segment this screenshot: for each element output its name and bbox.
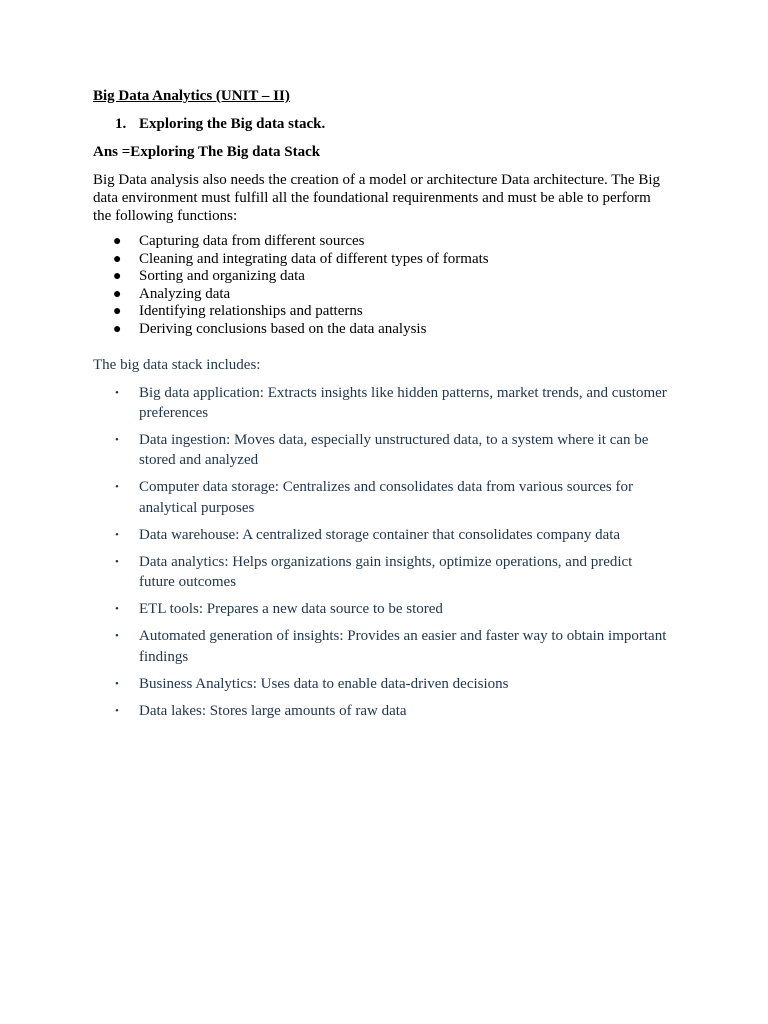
- functions-list: [93, 233, 683, 339]
- list-item: [93, 233, 683, 251]
- list-item: [93, 477, 669, 518]
- list-item: [93, 525, 669, 545]
- bullet-icon: •: [115, 386, 119, 399]
- question-number: 1.: [115, 116, 127, 132]
- list-item-text: Capturing data from different sources: [139, 233, 365, 249]
- list-item-text: Automated generation of insights: Provides an easier and faster way to obtain important findings: [139, 628, 667, 665]
- list-item-text: Big data application: Extracts insights like hidden patterns, market trends, and customer preferences: [139, 384, 667, 421]
- intro-paragraph: Big Data analysis also needs the creation of a model or architecture Data architecture. The Big data environment must fulfill all the foundational requirenments and must be able to perform the following functions:: [93, 172, 660, 224]
- answer-heading: Ans =Exploring The Big data Stack: [93, 144, 321, 160]
- bullet-icon: •: [115, 704, 119, 717]
- list-item-text: Data ingestion: Moves data, especially unstructured data, to a system where it can be stored and analyzed: [139, 431, 649, 469]
- list-item-text: Data lakes: Stores large amounts of raw data: [139, 702, 407, 719]
- stack-intro: The big data stack includes:: [93, 356, 261, 373]
- bullet-icon: •: [115, 555, 119, 568]
- list-item-text: ETL tools: Prepares a new data source to be stored: [139, 601, 443, 618]
- list-item-text: Cleaning and integrating data of different types of formats: [139, 250, 489, 267]
- bullet-icon: ●: [113, 286, 122, 302]
- list-item-text: Analyzing data: [139, 285, 231, 302]
- list-item: [93, 599, 669, 619]
- question-heading: [93, 114, 683, 134]
- list-item-text: Sorting and organizing data: [139, 268, 305, 285]
- question-number-wrap: [93, 114, 139, 134]
- list-item: [93, 321, 683, 339]
- bullet-icon: ●: [113, 251, 122, 267]
- list-item-text: Business Analytics: Uses data to enable data-driven decisions: [139, 675, 509, 692]
- bullet-icon: •: [115, 630, 119, 643]
- list-item-text: Deriving conclusions based on the data analysis: [139, 320, 427, 337]
- list-item: [93, 268, 683, 286]
- document-title: Big Data Analytics (UNIT – II): [93, 88, 290, 104]
- bullet-icon: •: [115, 433, 119, 446]
- list-item: [93, 626, 669, 667]
- bullet-icon: ●: [113, 234, 122, 249]
- bullet-icon: •: [115, 603, 119, 616]
- bullet-icon: ●: [113, 269, 122, 285]
- list-item-text: Data analytics: Helps organizations gain insights, optimize operations, and predict future outcomes: [139, 553, 633, 591]
- list-item: [93, 430, 669, 471]
- bullet-icon: •: [115, 677, 119, 690]
- list-item: [93, 303, 683, 321]
- bullet-icon: ●: [113, 321, 122, 337]
- list-item-text: Identifying relationships and patterns: [139, 303, 363, 320]
- list-item: [93, 552, 669, 593]
- list-item-text: Computer data storage: Centralizes and consolidates data from various sources for analytical purposes: [139, 479, 634, 516]
- document-page: [93, 86, 683, 728]
- list-item: [93, 701, 669, 721]
- bullet-icon: •: [115, 528, 119, 541]
- list-item: [93, 383, 669, 424]
- stack-list: [93, 383, 683, 721]
- list-item: [93, 674, 669, 694]
- list-item: [93, 251, 683, 269]
- list-item-text: Data warehouse: A centralized storage container that consolidates company data: [139, 526, 621, 543]
- bullet-icon: ●: [113, 304, 122, 320]
- bullet-icon: •: [115, 481, 119, 494]
- list-item: [93, 286, 683, 304]
- question-text: Exploring the Big data stack.: [139, 116, 326, 132]
